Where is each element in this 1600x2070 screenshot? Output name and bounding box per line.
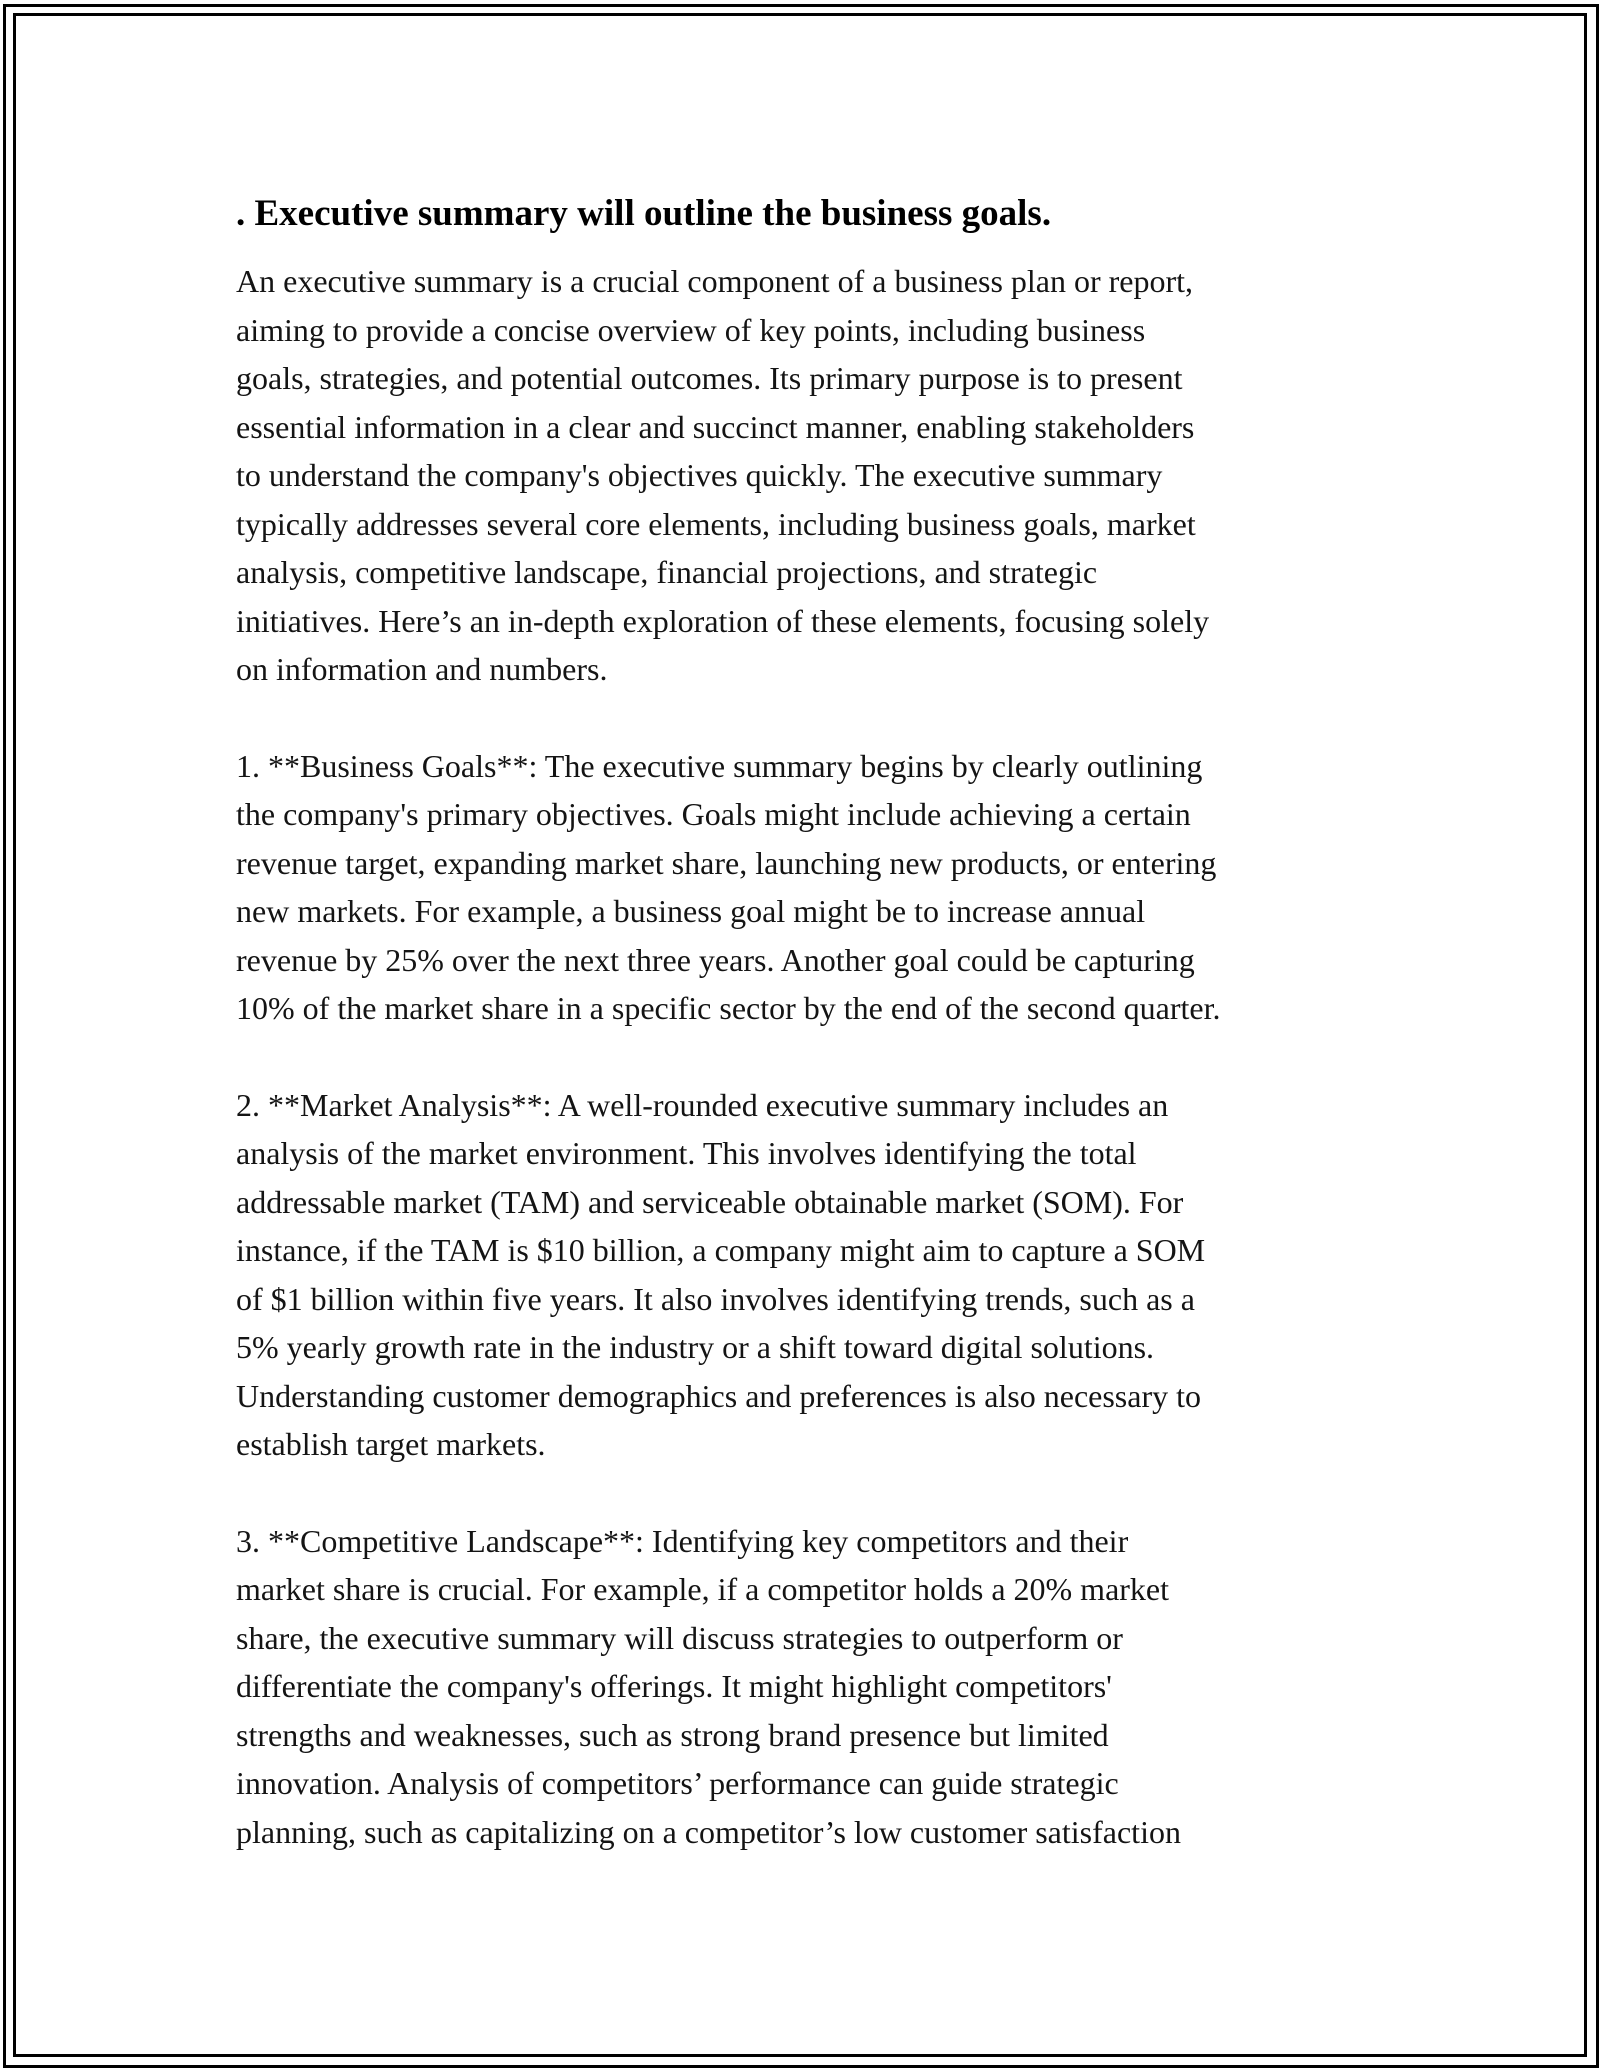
document-body: [236, 188, 1376, 1856]
section-heading: . Executive summary will outline the business goals.: [236, 193, 1052, 234]
business-goals-paragraph: 1. **Business Goals**: The executive summary begins by clearly outlining the company's primary objectives. Goals might include achieving a certain revenue target, expanding market share, launching new products, or entering new markets. For example, a business goal might be to increase annual revenue by 25% over the next three years. Another goal could be capturing 10% of the market share in a specific sector by the end of the second quarter.: [236, 747, 1221, 1026]
market-analysis-paragraph: 2. **Market Analysis**: A well-rounded executive summary includes an analysis of the market environment. This involves identifying the total addressable market (TAM) and serviceable obtainable market (SOM). For instance, if the TAM is $10 billion, a company might aim to capture a SOM of $1 billion within five years. It also involves identifying trends, such as a 5% yearly growth rate in the industry or a shift toward digital solutions. Understanding customer demographics and preferences is also necessary to establish target markets.: [236, 1086, 1206, 1462]
competitive-landscape-paragraph: 3. **Competitive Landscape**: Identifying key competitors and their market share is crucial. For example, if a competitor holds a 20% market share, the executive summary will discuss strategies to outperform or differentiate the company's offerings. It might highlight competitors' strengths and weaknesses, such as strong brand presence but limited innovation. Analysis of competitors’ performance can guide strategic planning, such as capitalizing on a competitor’s low customer satisfaction: [236, 1522, 1181, 1850]
intro-paragraph: An executive summary is a crucial component of a business plan or report, aiming to provide a concise overview of key points, including business goals, strategies, and potential outcomes. Its primary purpose is to present essential information in a clear and succinct manner, enabling stakeholders to understand the company's objectives quickly. The executive summary typically addresses several core elements, including business goals, market analysis, competitive landscape, financial projections, and strategic initiatives. Here’s an in-depth exploration of these elements, focusing solely on information and numbers.: [236, 263, 1210, 687]
